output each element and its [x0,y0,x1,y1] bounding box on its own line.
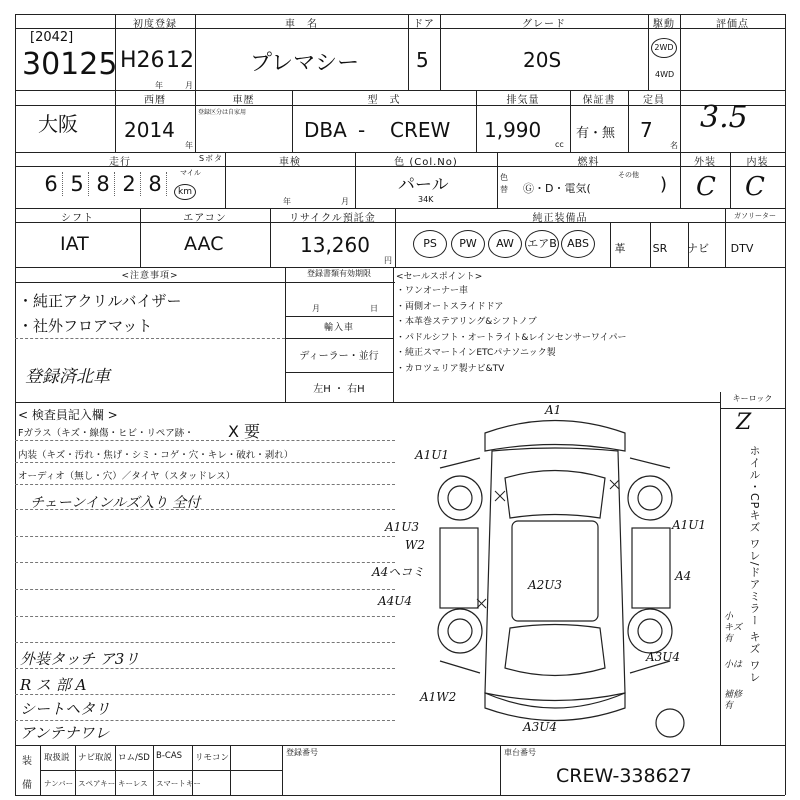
damage-mark: A3U4 [523,720,558,734]
note-2: ・社外フロアマット [18,317,153,335]
shift-label: シフト [61,213,94,224]
side-small-1: 小キズ有 [724,612,742,644]
model-year-unit: 年 [185,141,193,150]
equipment-item: SR [652,242,668,255]
score-value: 3.5 [700,100,748,135]
exterior-label: 外装 [694,157,716,168]
mileage-digit: 8 [92,172,115,196]
reg-number-label: 登録番号 [286,748,318,757]
fuel-label: 燃料 [577,157,600,168]
sales-point-item: ・本革巻ステアリング&シフトノブ [396,317,537,327]
ac-label: エアコン [183,213,227,224]
history-note: 登録区分は自家用 [198,109,247,116]
color-change-label: 色替 [500,173,508,194]
damage-mark: A1U1 [415,448,450,462]
location: 大阪 [38,112,78,136]
footer-item: キーレス [118,779,148,788]
score-label: 評価点 [716,19,749,30]
inspector-title: < 検査員記入欄 > [18,408,118,422]
mileage-digits [40,172,170,202]
note-1: ・純正アクリルバイザー [18,292,182,310]
displacement-label: 排気量 [506,95,540,106]
color-value: パール [398,175,449,195]
inspector-note-3: R ス 部 A [20,676,87,694]
model-year: 2014 [124,118,175,142]
damage-mark: A4 [675,569,692,583]
cc-unit: cc [555,140,564,149]
insp-month-unit: 月 [341,197,349,206]
doors-value: 5 [416,48,429,72]
type-prefix: DBA [304,118,347,142]
inspector-note-1: チェーンインルズ入り 全付 [30,495,201,511]
mileage-digit: 2 [118,172,141,196]
color-code: 34K [418,195,434,204]
sales-points [396,284,626,377]
mileage-digit: 8 [144,172,167,196]
fuel-close: ) [660,174,668,195]
history-label: 車歴 [232,95,255,106]
recycle-value: 13,260 [300,233,370,257]
footer-equip-1: 装 [22,756,32,767]
type-value: CREW [390,118,451,142]
equipment-item: エアB [525,230,559,258]
equipment-item: PW [451,230,485,258]
import-label: 輸入車 [323,323,354,333]
model-year-label: 西暦 [144,95,166,106]
equipment-item: DTV [730,242,754,255]
steering-label: 左H ・ 右H [313,384,365,395]
fuel-options: Ⓖ・D・電気( [523,182,591,195]
color-label: 色 (Col.No) [394,157,458,168]
equipment-item: AW [488,230,522,258]
reg-deadline-label: 登録書類有効期限 [307,269,371,278]
car-name-label: 車 名 [285,19,318,30]
dealer-label: ディーラー・並行 [299,351,379,362]
ac-value: AAC [184,233,224,255]
car-name: プレマシー [250,51,360,76]
sales-point-item: ・純正スマートインETCパナソニック製 [396,348,556,358]
lot-number: 30125 [22,47,118,82]
sales-point-item: ・パドルシフト・オートライト&レインセンサーワイパー [396,332,627,343]
equipment-item: PS [413,230,447,258]
equipment-item: ABS [561,230,595,258]
equipment-label: 純正装備品 [532,213,588,224]
equipment-item: ナビ [687,242,709,255]
footer-equip-2: 備 [22,780,32,791]
side-small-3: 補修有 [724,690,743,711]
inspector-note-2: 外装タッチ ア3リ [20,650,140,668]
type-dash: - [358,118,366,142]
note-handwritten: 登録済北車 [25,367,110,387]
footer-item: スペアキー [78,779,116,788]
interior-label: 内装 [746,157,769,168]
grade-label: グレード [522,19,566,30]
key-lock-label: キーロック [732,394,773,403]
capacity: 7 [640,118,653,142]
recycle-label: リサイクル預託金 [289,213,376,224]
fglass-line: Fガラス（キズ・線傷・ヒビ・リペア跡・ [18,428,194,439]
month-unit: 月 [185,81,193,90]
damage-mark: A4ヘコミ [372,565,425,579]
code-box: [2042] [30,30,74,45]
inspection-label: 車検 [279,157,301,168]
shift-value: IAT [60,233,89,255]
insp-year-unit: 年 [283,197,291,206]
notes-label: <注意事項> [121,271,179,281]
sales-point-item: ・ワンオーナー車 [396,286,469,296]
drive-label: 駆動 [653,19,675,30]
first-reg-month: 12 [166,48,194,73]
chassis-label: 車台番号 [504,748,536,757]
sales-point-item: ・両側オートスライドドア [396,301,504,312]
year-unit: 年 [155,81,163,90]
mileage-label: 走行 [109,157,131,168]
footer-item: スマートキー [156,779,201,788]
grade-value: 20S [523,48,562,72]
drive-2wd-circle: 2WD [651,38,677,58]
warranty: 有・無 [576,126,616,141]
damage-mark: A3U4 [646,650,681,664]
fuel-other: その他 [618,171,639,179]
inspector-note-5: アンテナワレ [20,724,110,742]
key-lock-value: Z [736,410,752,435]
first-reg-label: 初度登録 [133,19,177,30]
footer-item: ロム/SD [118,753,150,763]
footer-item: ナンバー [44,779,74,788]
equipment-item: 革 [614,242,626,255]
capacity-label: 定員 [643,95,665,106]
capacity-unit: 名 [670,141,678,150]
damage-mark: A4U4 [378,594,413,608]
sales-point-item: ・カロツェリア製ナビ&TV [396,363,505,374]
type-label: 型 式 [367,95,401,106]
footer-item: リモコン [195,753,230,763]
damage-mark: A1U1 [672,518,707,532]
mileage-digit: 6 [40,172,63,196]
footer-item: 取扱説 [44,753,70,763]
footer-item: ナビ取説 [78,753,113,763]
gasoline-label: ガソリーター [734,212,776,220]
damage-mark: A1U3 [385,520,420,534]
interior-line: 内装（キズ・汚れ・焦げ・シミ・コゲ・穴・キレ・破れ・剥れ） [18,450,294,461]
yen-unit: 円 [384,256,392,265]
warranty-label: 保証書 [582,95,616,106]
mileage-unit-km: km [174,184,196,200]
damage-mark: A2U3 [528,578,563,592]
side-small-2: 小は [724,660,743,670]
doors-label: ドア [413,19,435,30]
footer-item: B-CAS [156,751,183,761]
interior-grade: C [745,172,765,202]
inspector-note-4: シートヘタリ [20,700,111,718]
s-label: Sボタ [198,154,224,163]
displacement: 1,990 [484,118,542,142]
damage-mark: A1 [545,403,562,417]
fglass-mark: X 要 [228,422,261,441]
drive-4wd: 4WD [655,70,675,79]
reg-day: 日 [370,304,378,313]
mileage-unit-mile: マイル [180,169,201,177]
first-reg-year: H26 [120,48,165,73]
reg-month: 月 [312,304,320,313]
damage-mark: W2 [405,538,425,552]
exterior-grade: C [696,172,716,202]
side-note: ホイル・CPキズ ワレ/ドアミラー キズ ワレ [748,445,761,684]
damage-mark: A1W2 [420,690,457,704]
audio-line: オーディオ（無し・穴）／タイヤ（スタッドレス） [18,471,236,482]
sales-label: <セールスポイント> [396,272,483,282]
chassis-number: CREW-338627 [556,765,692,787]
mileage-digit: 5 [66,172,89,196]
